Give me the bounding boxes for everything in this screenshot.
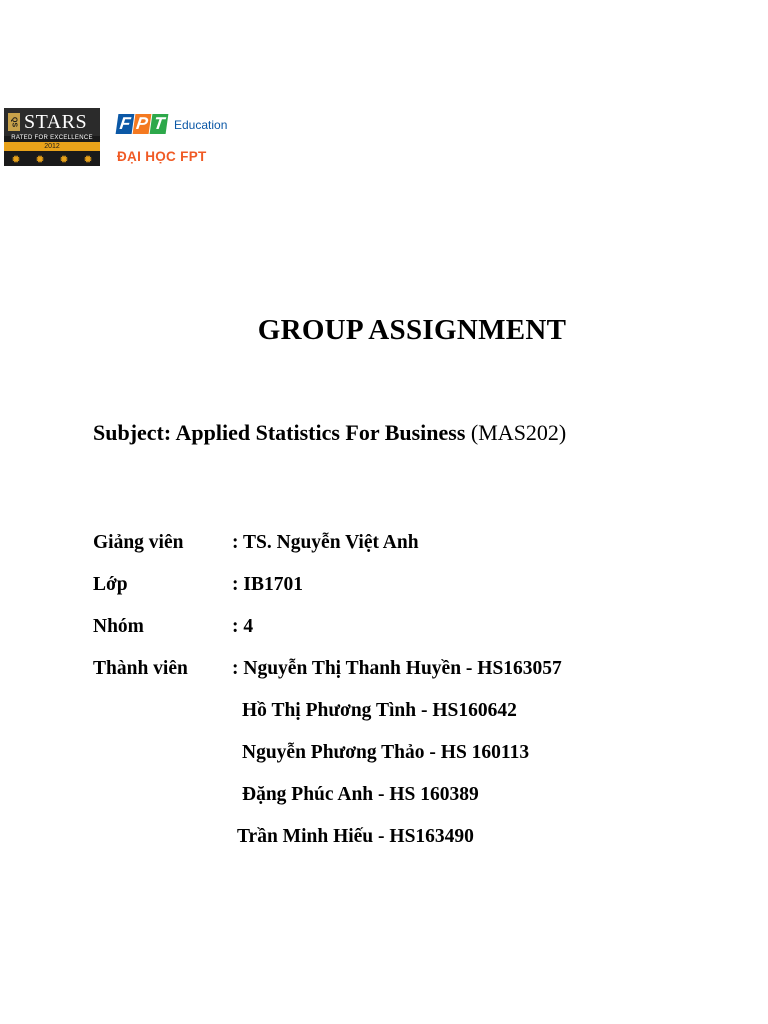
fpt-letter-f: F — [116, 114, 135, 134]
member-item: Trần Minh Hiếu - HS163490 — [237, 826, 474, 847]
star-icon: ✹ — [11, 153, 21, 166]
subject-line — [93, 420, 566, 446]
stars-year: 2012 — [4, 142, 100, 151]
member-item: Đặng Phúc Anh - HS 160389 — [242, 784, 479, 805]
fpt-letter-p: P — [133, 114, 152, 134]
fpt-university-name: ĐẠI HỌC FPT — [117, 149, 207, 164]
fpt-education-logo — [117, 112, 232, 168]
class-label: Lớp — [93, 574, 128, 595]
members-label: Thành viên — [93, 658, 188, 679]
document-title: GROUP ASSIGNMENT — [257, 314, 567, 346]
qs-stars-logo — [4, 108, 100, 166]
group-value: : 4 — [232, 616, 254, 637]
star-icon: ✹ — [59, 153, 69, 166]
fpt-letter-t: T — [150, 114, 169, 134]
stars-word: STARS — [24, 111, 88, 133]
stars-rating-row — [4, 152, 100, 166]
star-icon: ✹ — [83, 153, 93, 166]
member-item: Hồ Thị Phương Tình - HS160642 — [242, 700, 517, 721]
member-item: : Nguyễn Thị Thanh Huyền - HS163057 — [232, 658, 562, 679]
fpt-education-text: Education — [174, 118, 228, 132]
subject-label: Subject: Applied Statistics For Business — [93, 420, 466, 445]
class-value: : IB1701 — [232, 574, 303, 595]
lecturer-label: Giảng viên — [93, 532, 184, 553]
subject-code: (MAS202) — [470, 420, 567, 445]
qs-mark: QS — [8, 113, 20, 131]
stars-rated-text: RATED FOR EXCELLENCE — [11, 135, 93, 141]
star-icon: ✹ — [35, 153, 45, 166]
header-logos — [4, 108, 234, 170]
member-item: Nguyễn Phương Thảo - HS 160113 — [242, 742, 530, 763]
fpt-letter-blocks — [117, 114, 167, 134]
group-label: Nhóm — [93, 616, 144, 637]
lecturer-value: : TS. Nguyễn Việt Anh — [232, 532, 419, 553]
